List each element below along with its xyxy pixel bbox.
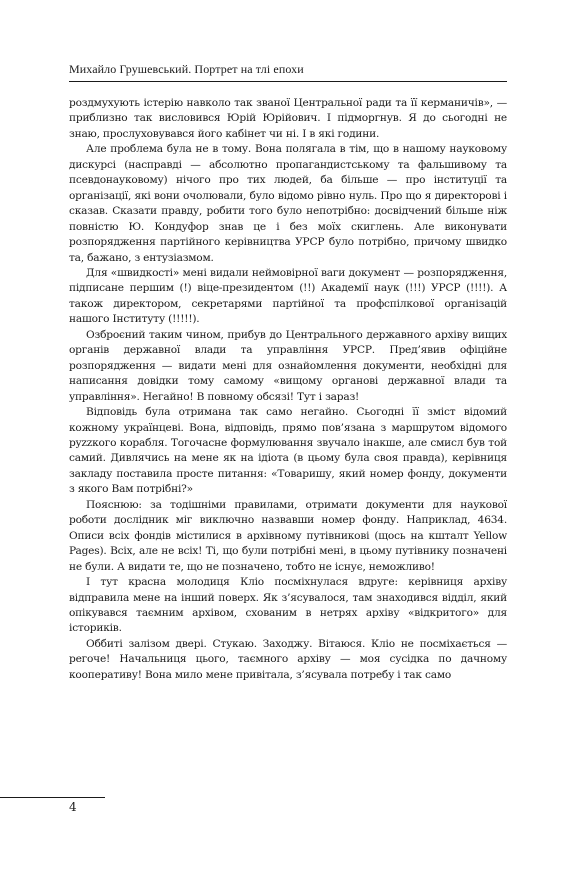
paragraph-3: Для «швидкості» мені видали неймовірної ваги документ — розпорядження, підписане першим (!) віце-президентом (!!) Академії наук (!!!) УРСР (!!!!). А також директором, секретарями партійної та профспілкової організацій нашого Інституту (!!!!!). bbox=[69, 266, 507, 326]
footer-rule bbox=[0, 797, 105, 798]
running-header: Михайло Грушевський. Портрет на тлі епохи bbox=[69, 62, 304, 76]
body-text bbox=[69, 96, 507, 683]
paragraph-4: Озброєний таким чином, прибув до Центрального державного архіву вищих органів державної влади та управління УРСР. Пред’явив офіційне розпорядження — видати мені для ознайомлення документи, необхідні для написання довідки тому самому «вищому органові державної влади та управління». Негайно! В повному обсязі! Тут і зараз! bbox=[69, 328, 507, 403]
paragraph-6: Пояснюю: за тодішніми правилами, отримати документи для наукової роботи дослідник міг виключно назвавши номер фонду. Наприклад, 4634. Описи всіх фондів містилися в архівному путівникові (щось на кшталт Yellow Pages). Всіх, але не всіх! Ті, що були потрібні мені, в цьому путівнику позначені не були. А видати те, що не позначено, тобто не існує, неможливо! bbox=[69, 498, 507, 573]
header-rule bbox=[69, 81, 507, 82]
paragraph-7: І тут красна молодиця Кліо посміхнулася вдруге: керівниця архіву відправила мене на інший поверх. Як з’ясувалося, там знаходився відділ, який опікувався таємним архівом, схованим в нетрях архіву «відкритого» для істориків. bbox=[69, 576, 507, 635]
paragraph-8: Оббиті залізом двері. Стукаю. Заходжу. Вітаюся. Кліо не посміхається — регоче! Начальниця цього, таємного архіву — моя сусідка по дачному кооперативу! Вона мило мене привітала, з’ясувала потребу і так само bbox=[69, 637, 507, 681]
paragraph-2: Але проблема була не в тому. Вона полягала в тім, що в нашому науковому дискурсі (насправді — абсолютно пропагандистському та фальшивому та псевдонауковому) нічого про тих людей, ба більше — про інституції та організації, які вони очолювали, було відомо рівно нуль. Про що я директорові і сказав. Сказати правду, робити того було непотрібно: досвідчений більше ніж повністю Ю. Кондуфор знав це і без моїх скиглень. Але виконувати розпорядження партійного керівництва УРСР було потрібно, причому швидко та, бажано, з ентузіазмом. bbox=[69, 143, 507, 264]
page-number: 4 bbox=[69, 800, 77, 814]
paragraph-5: Відповідь була отримана так само негайно. Сьогодні її зміст відомий кожному українцеві. Вона, відповідь, прямо пов’язана з маршрутом відомого рyzzкого корабля. Тогочасне формулювання звучало інакше, але смисл був той самий. Дивлячись на мене як на ідіота (в цьому була своя правда), керівниця закладу поставила просте питання: «Товаришу, який номер фонду, документи з якого Вам потрібні?» bbox=[69, 406, 507, 496]
paragraph-1: роздмухують істерію навколо так званої Центральної ради та її керманичів», — приблизно так висловився Юрій Юрійович. І підморгнув. Я до сьогодні не знаю, прослуховувався його кабінет чи ні. І в які години. bbox=[69, 97, 507, 140]
